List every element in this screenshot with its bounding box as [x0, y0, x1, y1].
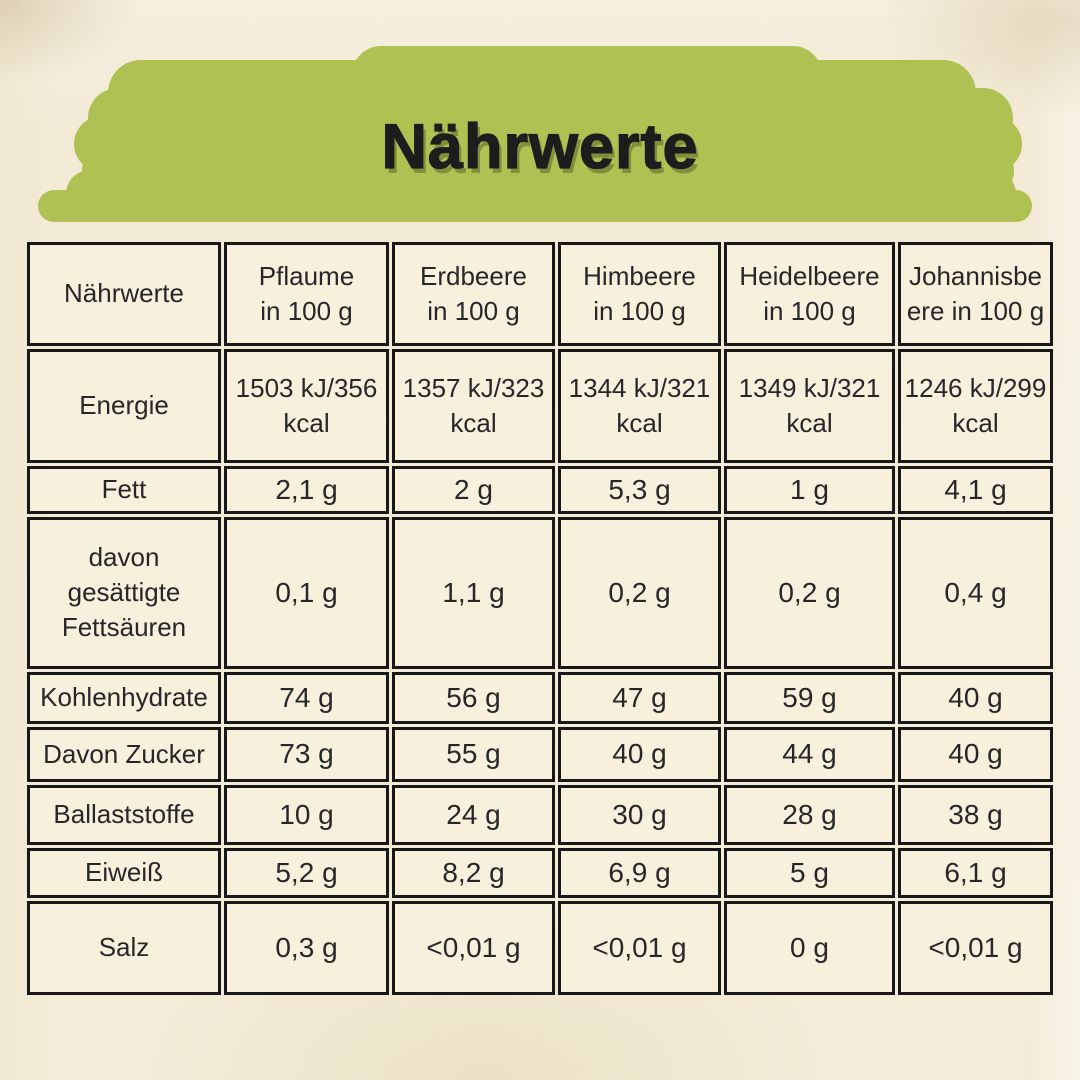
table-cell: 1344 kJ/321 kcal: [558, 349, 721, 463]
column-header: Heidelbeere in 100 g: [724, 242, 895, 346]
table-cell: 1349 kJ/321 kcal: [724, 349, 895, 463]
table-cell: 40 g: [898, 672, 1053, 724]
table-cell: 2,1 g: [224, 466, 389, 514]
table-cell: 1357 kJ/323 kcal: [392, 349, 555, 463]
table-row: [27, 785, 1053, 845]
table-row: [27, 466, 1053, 514]
table-cell: 1246 kJ/299 kcal: [898, 349, 1053, 463]
table-cell: <0,01 g: [392, 901, 555, 995]
table-cell: 0,2 g: [558, 517, 721, 669]
table-cell: 0,4 g: [898, 517, 1053, 669]
row-label: Davon Zucker: [27, 727, 221, 782]
row-label: Kohlenhydrate: [27, 672, 221, 724]
table-row: [27, 517, 1053, 669]
row-label: Salz: [27, 901, 221, 995]
row-label: Ballaststoffe: [27, 785, 221, 845]
table-cell: 0,2 g: [724, 517, 895, 669]
table-row: [27, 672, 1053, 724]
column-header: Nährwerte: [27, 242, 221, 346]
row-label: davon gesättigte Fettsäuren: [27, 517, 221, 669]
table-cell: 0,3 g: [224, 901, 389, 995]
table-cell: 1 g: [724, 466, 895, 514]
table-cell: 6,9 g: [558, 848, 721, 898]
table-cell: 2 g: [392, 466, 555, 514]
table-row: [27, 727, 1053, 782]
table-cell: <0,01 g: [898, 901, 1053, 995]
table-cell: 55 g: [392, 727, 555, 782]
table-cell: 56 g: [392, 672, 555, 724]
nutrition-table: [24, 239, 1056, 998]
table-cell: 5 g: [724, 848, 895, 898]
table-cell: 1,1 g: [392, 517, 555, 669]
column-header: Johannisbeere in 100 g: [898, 242, 1053, 346]
table-body: [27, 349, 1053, 995]
table-cell: 6,1 g: [898, 848, 1053, 898]
row-label: Energie: [27, 349, 221, 463]
table-row: [27, 349, 1053, 463]
table-cell: 5,3 g: [558, 466, 721, 514]
row-label: Fett: [27, 466, 221, 514]
table-cell: 1503 kJ/356 kcal: [224, 349, 389, 463]
table-cell: 40 g: [898, 727, 1053, 782]
table-cell: 28 g: [724, 785, 895, 845]
column-header: Himbeere in 100 g: [558, 242, 721, 346]
row-label: Eiweiß: [27, 848, 221, 898]
table-cell: 24 g: [392, 785, 555, 845]
table-cell: 73 g: [224, 727, 389, 782]
nutrition-table-container: [24, 239, 1056, 998]
table-row: [27, 901, 1053, 995]
page-title: Nährwerte: [381, 112, 699, 182]
header-row: [27, 242, 1053, 346]
table-cell: 8,2 g: [392, 848, 555, 898]
table-cell: 5,2 g: [224, 848, 389, 898]
column-header: Erdbeere in 100 g: [392, 242, 555, 346]
table-cell: 38 g: [898, 785, 1053, 845]
table-cell: 4,1 g: [898, 466, 1053, 514]
table-row: [27, 848, 1053, 898]
table-cell: 74 g: [224, 672, 389, 724]
table-cell: 30 g: [558, 785, 721, 845]
table-cell: <0,01 g: [558, 901, 721, 995]
table-cell: 40 g: [558, 727, 721, 782]
table-cell: 59 g: [724, 672, 895, 724]
table-cell: 47 g: [558, 672, 721, 724]
table-cell: 44 g: [724, 727, 895, 782]
table-cell: 0 g: [724, 901, 895, 995]
table-cell: 0,1 g: [224, 517, 389, 669]
table-cell: 10 g: [224, 785, 389, 845]
column-header: Pflaume in 100 g: [224, 242, 389, 346]
